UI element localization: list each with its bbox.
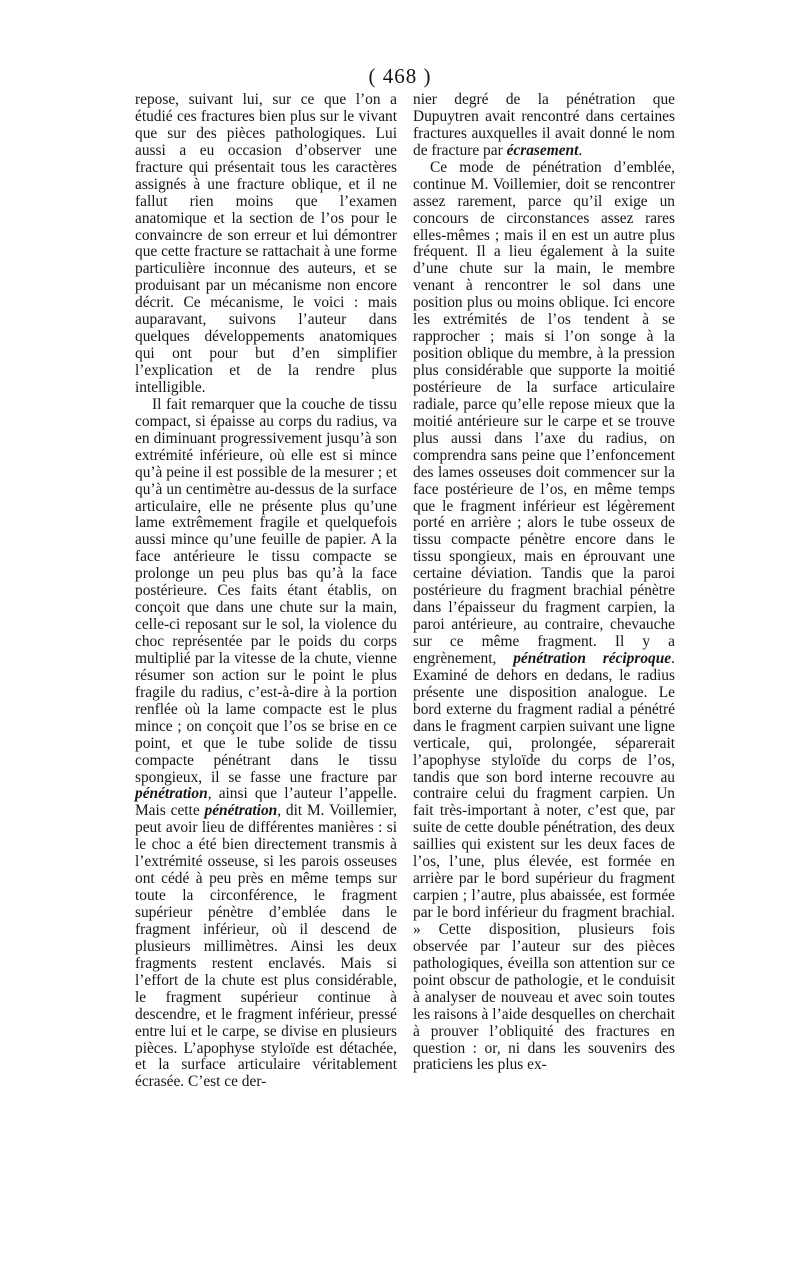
paragraph: repose, suivant lui, sur ce que l’on a étudié ces fractures bien plus sur le vivant que sur des pièces pathologiques. Lui aussi a eu occasion d’observer une fracture qui présentait tous les caractères assignés à une fracture oblique, et il ne fallut rien moins que l’examen anatomique et la section de l’os pour le convaincre de son erreur et lui démontrer que cette fracture se rattachait à une forme particulière inconnue des auteurs, et se produisant par un mécanisme non encore décrit. Ce mécanisme, le voici : mais auparavant, suivons l’auteur dans quelques développements anatomiques qui ont pour but d’en simplifier l’explication et de la rendre plus intelligible.: [135, 91, 397, 396]
italic-term: écrasement: [506, 141, 579, 159]
italic-term: pénétration: [135, 785, 208, 803]
paragraph: Il fait remarquer que la couche de tissu compact, si épaisse au corps du radius, va en diminuant progressivement jusqu’à son extrémité inférieure, où elle est si mince qu’à peine il est possible de la mesurer ; et qu’à un centimètre au-dessus de la surface articulaire, elle ne présente plus qu’une lame extrêmement fragile et quelquefois aussi mince qu’une feuille de papier. A la face antérieure le tissu compacte se prolonge un peu plus bas qu’à la face postérieure. Ces faits étant établis, on conçoit que dans une chute sur la main, celle-ci reposant sur le sol, la violence du choc représentée par le poids du corps multiplié par la vitesse de la chute, vienne résumer son action sur le point le plus fragile du radius, c’est-à-dire à la portion renflée où la lame compacte est le plus mince ; on conçoit que l’os se brise en ce point, et que le tube solide de tissu compacte pénétrant dans le tissu spongieux, il se fasse une fracture par pénétration, ainsi que l’auteur l’appelle. Mais cette pénétration, dit M. Voillemier, peut avoir lieu de différentes manières : si le choc a été bien directement transmis à l’extrémité osseuse, si les parois osseuses ont cédé à peu près en même temps sur toute la circonférence, le fragment supérieur pénètre d’emblée dans le fragment inférieur, où il descend de plusieurs millimètres. Ainsi les deux fragments restent enclavés. Mais si l’effort de la chute est plus considérable, le fragment supérieur continue à descendre, et le fragment inférieur, pressé entre lui et le carpe, se divise en plusieurs pièces. L’apophyse styloïde est détachée, et la surface articulaire véritablement écrasée. C’est ce der-: [135, 395, 397, 1091]
paragraph: nier degré de la pénétration que Dupuytren avait rencontré dans certaines fractures auxquelles il avait donné le nom de fracture par écrasement.: [413, 91, 675, 159]
right-column: [413, 92, 675, 1074]
paragraph: Ce mode de pénétration d’emblée, continue M. Voillemier, doit se rencontrer assez rarement, parce qu’il exige un concours de circonstances assez rares elles-mêmes ; mais il en est un autre plus fréquent. Il a lieu également à la suite d’une chute sur la main, le membre venant à rencontrer le sol dans une position plus ou moins oblique. Ici encore les extrémités de l’os tendent à se rapprocher ; mais si l’on songe à la position oblique du membre, à la pression plus considérable que supporte la moitié postérieure de la surface articulaire radiale, parce qu’elle repose mieux que la moitié antérieure sur le carpe et se trouve plus aussi dans l’axe du radius, on comprendra sans peine que l’enfoncement des lames osseuses doit commencer sur la face postérieure de l’os, en même temps que le fragment inférieur est légèrement porté en arrière ; alors le tube osseux de tissu compacte pénètre encore dans le tissu spongieux, mais en éprouvant une certaine déviation. Tandis que la paroi postérieure du fragment brachial pénètre dans l’épaisseur du fragment carpien, la paroi antérieure, au contraire, chevauche sur ce même fragment. Il y a engrènement, pénétration réciproque. Examiné de dehors en dedans, le radius présente une disposition analogue. Le bord externe du fragment radial a pénétré dans le fragment carpien suivant une ligne verticale, qui, prolongée, séparerait l’apophyse styloïde du corps de l’os, tandis que son bord interne recouvre au contraire celui du fragment carpien. Un fait très-important à noter, c’est que, par suite de cette double pénétration, des deux saillies qui existent sur les deux faces de l’os, l’une, plus élevée, est formée en arrière par le bord supérieur du fragment carpien ; l’autre, plus abaissée, est formée par le bord inférieur du fragment brachial. » Cette disposition, plusieurs fois observée par l’auteur sur des pièces pathologiques, éveilla son attention sur ce point obscur de pathologie, et le conduisit à analyser de nouveau et avec soin toutes les raisons à l’aide desquelles on cherchait à prouver l’obliquité des fractures en question : or, ni dans les souvenirs des praticiens les plus ex-: [413, 158, 675, 1074]
italic-term: pénétration: [204, 802, 278, 820]
italic-term: pénétration réciproque: [513, 649, 672, 667]
left-column: [135, 92, 397, 1091]
page-number: ( 468 ): [368, 64, 432, 88]
